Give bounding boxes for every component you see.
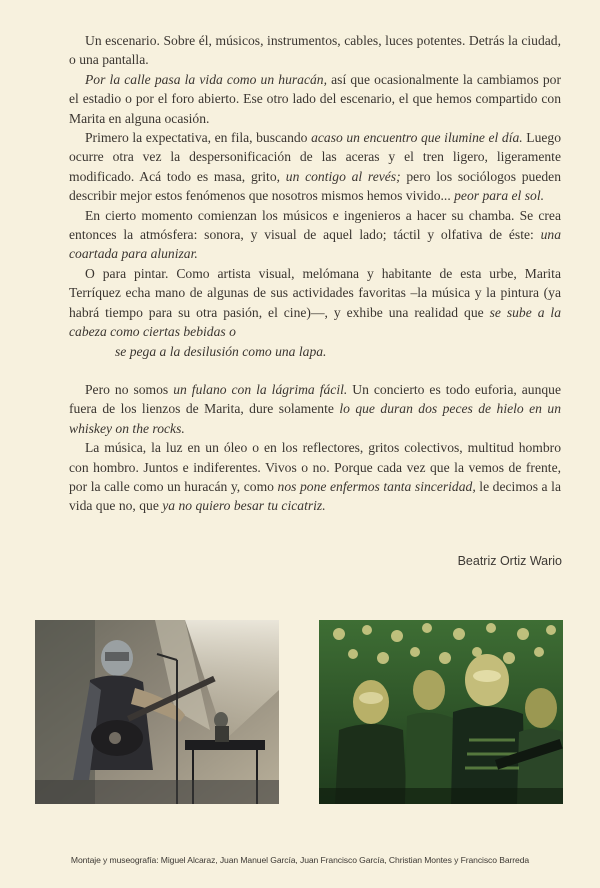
- paragraph-5: [69, 264, 561, 342]
- quote-peces: lo que duran dos peces de hielo en un whiskey on the rocks.: [69, 401, 561, 436]
- paragraph-1: [69, 31, 561, 70]
- paragraph-2-text: así que ocasionalmente la cambiamos por el estadio o por el foro abierto. Ese otro lado del escenario, el que hemos compartido con Marita en alguna ocasión.: [69, 71, 561, 126]
- artwork-crowd: [319, 620, 563, 804]
- paragraph-3-text-b: Luego ocurre otra vez la despersonificación de las aceras y el tren ligero, ligeramente modificado. Acá todo es masa, grito,: [69, 130, 561, 184]
- quote-bebidas: se sube a la cabeza como ciertas bebidas o: [69, 304, 562, 340]
- paragraph-7-text-b: le decimos a la vida que no, que: [69, 478, 561, 514]
- paragraph-7: [69, 438, 561, 516]
- paragraph-3-text-a: Primero la expectativa, en fila, buscando: [85, 130, 312, 146]
- crowd-painting: [319, 620, 563, 804]
- paragraph-6: [69, 380, 561, 438]
- quote-sinceridad: nos pone enfermos tanta sinceridad,: [277, 478, 476, 494]
- paragraph-2: [69, 70, 561, 128]
- credits-line: Montaje y museografía: Miguel Alcaraz, Juan Manuel García, Juan Francisco García, Christian Montes y Francisco Barreda: [70, 855, 530, 865]
- quote-lapa: se pega a la desilusión como una lapa.: [115, 343, 327, 359]
- paragraph-6-text-b: Un concierto es todo euforia, aunque fuera de los lienzos de Marita, dure solamente: [69, 381, 561, 417]
- paragraph-7-text-a: La música, la luz en un óleo o en los reflectores, gritos colectivos, multitud hombro con hombro. Juntos e indiferentes. Vivos o no. Porque cada vez que la vemos de frente, por la calle como un huracán y, como: [69, 440, 561, 494]
- paragraph-5-continuation: [69, 342, 561, 361]
- paragraph-1-text: Un escenario. Sobre él, músicos, instrumentos, cables, luces potentes. Detrás la ciudad, o una pantalla.: [69, 33, 561, 68]
- paragraph-3: [69, 128, 561, 206]
- author-signature: Beatriz Ortiz Wario: [457, 554, 562, 568]
- quote-fulano: un fulano con la lágrima fácil.: [173, 381, 348, 397]
- quote-huracan: Por la calle pasa la vida como un huracán,: [85, 71, 327, 87]
- paragraph-6-text-a: Pero no somos: [85, 381, 174, 397]
- essay-text: [69, 31, 561, 516]
- quote-encuentro: acaso un encuentro que ilumine el día.: [311, 130, 523, 146]
- paragraph-3-text-c: pero los sociólogos pueden describir mejor estos fenómenos que nosotros mismos hemos vivido...: [69, 168, 561, 204]
- paragraph-4: [69, 206, 561, 264]
- paragraph-5-text: O para pintar. Como artista visual, melómana y habitante de esta urbe, Marita Terríquez echa mano de algunas de sus actividades favoritas –la música y la pintura (ya habrá tiempo para su otra pasión, el cine)—, y exhibe una realidad que: [69, 265, 561, 320]
- quote-cicatriz: ya no quiero besar tu cicatriz.: [162, 498, 326, 514]
- paragraph-4-text: En cierto momento comienzan los músicos e ingenieros a hacer su chamba. Se crea entonces la atmósfera: sonora, y visual de aquel lado; táctil y olfativa de éste:: [69, 207, 561, 243]
- quote-sol: peor para el sol.: [454, 188, 544, 204]
- artwork-guitarist: [35, 620, 279, 804]
- quote-contigo: un contigo al revés;: [285, 168, 401, 184]
- quote-alunizar: una coartada para alunizar.: [69, 227, 561, 262]
- guitarist-painting: [35, 620, 279, 804]
